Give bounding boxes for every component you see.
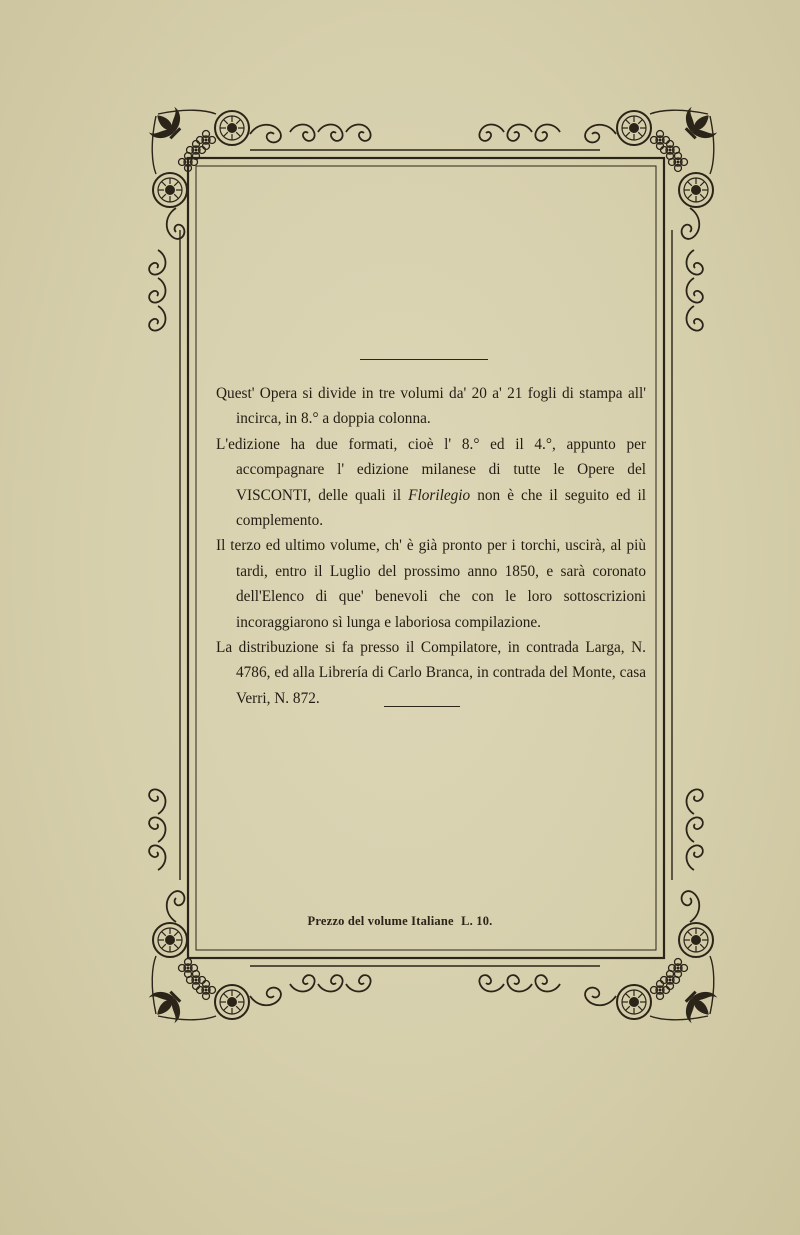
notice-text [216, 381, 646, 711]
notice-paragraph-formats-start: L'edizione ha due formati, cioè l' 8.° ed il 4.°, appunto per accompagnare l' edizione milanese di tutte le Opere del VISCONTI, delle quali il [216, 435, 646, 504]
top-divider-rule [360, 359, 488, 360]
bottom-divider-rule [384, 706, 460, 707]
florilegio-title: Florilegio [408, 486, 471, 504]
price-amount: L. 10. [461, 914, 493, 928]
price-label: Prezzo del volume Italiane [307, 914, 454, 928]
notice-paragraph-distribution: La distribuzione si fa presso il Compilatore, in contrada Larga, N. 4786, ed alla Librería di Carlo Branca, in contrada del Monte, casa Verri, N. 872. [216, 639, 646, 707]
notice-paragraph-formats-end: non è che il seguito ed il complemento. [236, 486, 647, 530]
price-line [0, 914, 800, 929]
notice-paragraph-volumes: Quest' Opera si divide in tre volumi da' 20 a' 21 fogli di stampa all' incirca, in 8.° a doppia colonna. [216, 385, 646, 428]
notice-paragraph-formats [216, 432, 646, 534]
notice-paragraph-third-volume: Il terzo ed ultimo volume, ch' è già pronto per i torchi, uscirà, al più tardi, entro il Luglio del prossimo anno 1850, e sarà coronato dell'Elenco di que' benevoli che con le loro sottoscrizioni incoraggiarono sì lunga e laboriosa compilazione. [216, 537, 646, 631]
